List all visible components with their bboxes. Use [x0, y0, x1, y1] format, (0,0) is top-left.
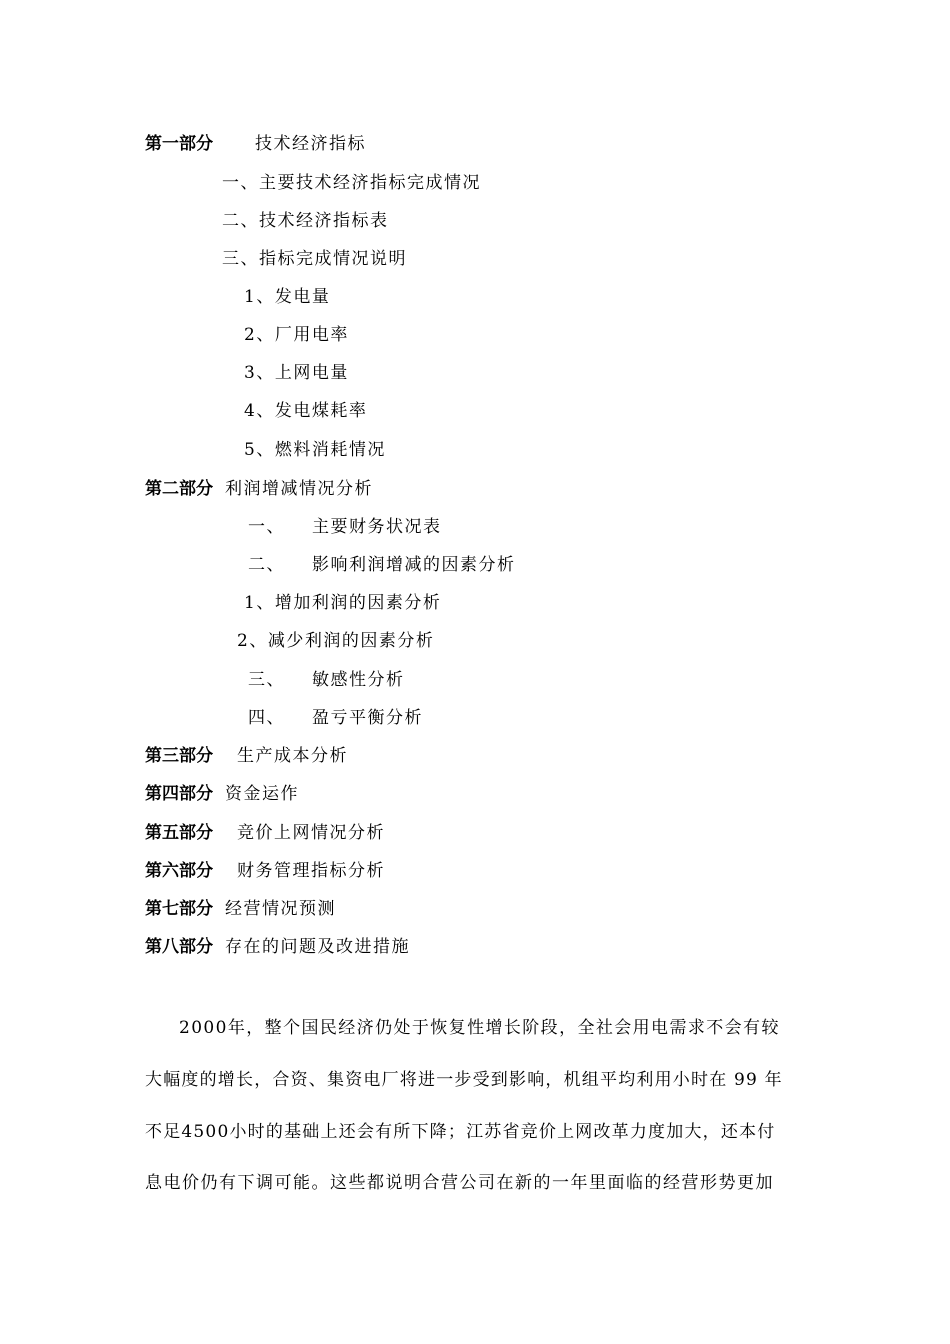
item-text: 上网电量	[274, 363, 349, 383]
item-number: 2、	[237, 631, 268, 651]
item-text: 增加利润的因素分析	[274, 593, 442, 613]
item-text: 发电量	[274, 287, 331, 307]
item-text: 燃料消耗情况	[274, 440, 386, 460]
toc-item	[222, 248, 407, 270]
part-label: 第一部分	[145, 134, 213, 154]
toc-part1	[145, 133, 366, 155]
item-number: 2、	[244, 325, 275, 345]
paragraph-line: 不足4500小时的基础上还会有所下降；江苏省竞价上网改革力度加大，还本付	[145, 1122, 776, 1142]
toc-item	[222, 172, 481, 194]
item-text: 发电煤耗率	[274, 401, 368, 421]
item-text: 主要财务状况表	[312, 517, 442, 537]
toc-part3	[145, 745, 348, 767]
toc-part7	[145, 898, 336, 920]
toc-part6	[145, 860, 385, 882]
item-number: 三、	[248, 670, 285, 690]
part-title: 财务管理指标分析	[237, 861, 385, 881]
toc-subitem	[244, 286, 330, 308]
item-number: 4、	[244, 401, 275, 421]
toc-item	[248, 669, 405, 691]
part-title: 技术经济指标	[255, 134, 366, 154]
part-label: 第八部分	[145, 937, 213, 957]
item-number: 二、	[248, 555, 285, 575]
paragraph-line: 大幅度的增长，合资、集资电厂将进一步受到影响，机组平均利用小时在 99 年	[145, 1070, 783, 1090]
toc-item	[248, 554, 516, 576]
toc-item	[248, 707, 423, 729]
part-title: 利润增减情况分析	[225, 479, 373, 499]
toc-part5	[145, 822, 385, 844]
item-text: 盈亏平衡分析	[312, 708, 423, 728]
part-title: 资金运作	[225, 784, 299, 804]
item-number: 一、	[222, 173, 259, 193]
toc-part2	[145, 478, 373, 500]
toc-subitem	[244, 592, 441, 614]
item-number: 一、	[248, 517, 285, 537]
item-text: 影响利润增减的因素分析	[312, 555, 516, 575]
toc-part8	[145, 936, 410, 958]
part-label: 第六部分	[145, 861, 213, 881]
part-title: 生产成本分析	[237, 746, 348, 766]
item-number: 三、	[222, 249, 259, 269]
item-number: 3、	[244, 363, 275, 383]
item-text: 指标完成情况说明	[259, 249, 407, 269]
item-text: 敏感性分析	[312, 670, 405, 690]
paragraph-line: 2000年，整个国民经济仍处于恢复性增长阶段，全社会用电需求不会有较	[179, 1018, 780, 1038]
paragraph-line: 息电价仍有下调可能。这些都说明合营公司在新的一年里面临的经营形势更加	[145, 1173, 774, 1193]
part-label: 第七部分	[145, 899, 213, 919]
part-label: 第二部分	[145, 479, 213, 499]
part-label: 第三部分	[145, 746, 213, 766]
intro-paragraph	[145, 1017, 805, 1193]
toc-subitem	[237, 630, 434, 652]
item-number: 四、	[248, 708, 285, 728]
toc-item	[222, 210, 389, 232]
item-number: 1、	[244, 593, 275, 613]
toc-subitem	[244, 324, 349, 346]
toc-subitem	[244, 362, 349, 384]
item-text: 厂用电率	[274, 325, 349, 345]
item-number: 二、	[222, 211, 259, 231]
part-title: 竞价上网情况分析	[237, 823, 385, 843]
toc-item	[248, 516, 442, 538]
part-title: 存在的问题及改进措施	[225, 937, 410, 957]
item-text: 减少利润的因素分析	[267, 631, 435, 651]
toc-part4	[145, 783, 299, 805]
toc-subitem	[244, 400, 367, 422]
part-label: 第四部分	[145, 784, 213, 804]
part-label: 第五部分	[145, 823, 213, 843]
item-number: 5、	[244, 440, 275, 460]
item-text: 技术经济指标表	[259, 211, 389, 231]
item-text: 主要技术经济指标完成情况	[259, 173, 481, 193]
toc-subitem	[244, 439, 386, 461]
part-title: 经营情况预测	[225, 899, 336, 919]
item-number: 1、	[244, 287, 275, 307]
